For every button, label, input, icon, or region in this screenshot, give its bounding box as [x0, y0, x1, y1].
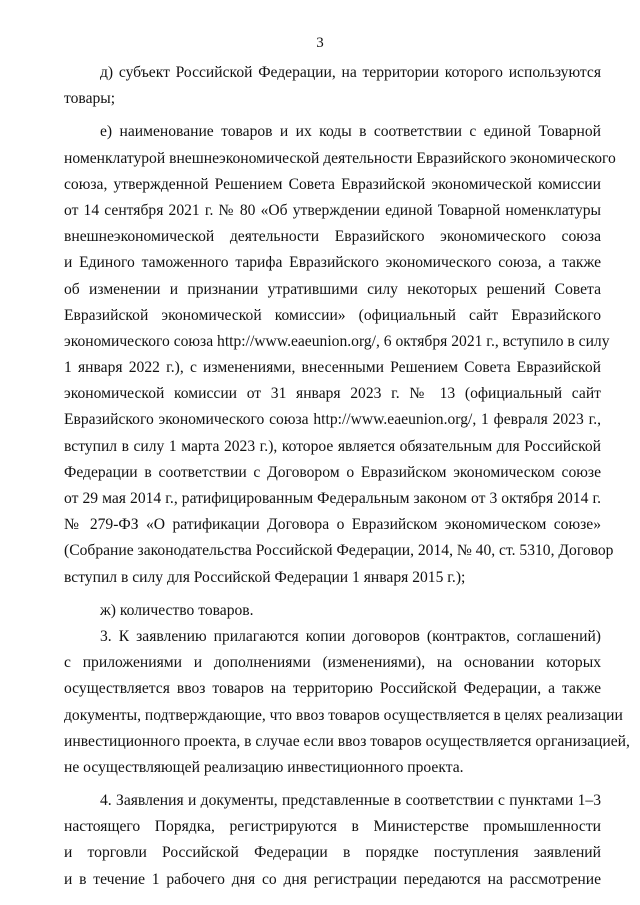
text-line: 4. Заявления и документы, представленные в соответствии с пунктами 1–3 — [100, 792, 601, 810]
text-line: осуществляется ввоз товаров на территорию Российской Федерации, а также — [64, 680, 601, 698]
text-line: союза, утвержденной Решением Совета Евразийской экономической комиссии — [64, 175, 601, 193]
text-line: об изменении и признании утратившими силу некоторых решений Совета — [64, 280, 601, 298]
text-line: и в течение 1 рабочего дня со дня регистрации передаются на рассмотрение — [64, 870, 601, 888]
text-line: Федерации в соответствии с Договором о Евразийском экономическом союзе — [64, 463, 601, 481]
text-line: внешнеэкономической деятельности Евразийского экономического союза — [64, 228, 601, 246]
text-line: 1 января 2022 г.), с изменениями, внесенными Решением Совета Евразийской — [64, 359, 601, 377]
text-line: от 29 мая 2014 г., ратифицированным Федеральным законом от 3 октября 2014 г. — [64, 490, 601, 507]
text-line: и торговли Российской Федерации в порядке поступления заявлений — [64, 844, 601, 862]
text-line: Евразийской экономической комиссии» (официальный сайт Евразийского — [64, 306, 601, 324]
text-line: инвестиционного проекта, в случае если ввоз товаров осуществляется организацией, — [64, 732, 630, 750]
text-line: 3. К заявлению прилагаются копии договоров (контрактов, соглашений) — [100, 627, 601, 645]
text-line: № 279-ФЗ «О ратификации Договора о Евразийском экономическом союзе» — [64, 516, 601, 534]
text-line: не осуществляющей реализацию инвестиционного проекта. — [64, 758, 464, 776]
text-line: Евразийского экономического союза http://www.eaeunion.org/, 1 февраля 2023 г., — [64, 411, 601, 429]
text-line: (Собрание законодательства Российской Федерации, 2014, № 40, ст. 5310, Договор — [64, 542, 614, 560]
document-body — [64, 60, 630, 893]
text-line: документы, подтверждающие, что ввоз товаров осуществляется в целях реализации — [64, 706, 623, 724]
text-line: вступил в силу для Российской Федерации 1 января 2015 г.); — [64, 568, 466, 586]
text-line: е) наименование товаров и их коды в соответствии с единой Товарной — [100, 123, 601, 141]
text-line: ж) количество товаров. — [100, 601, 254, 619]
text-line: номенклатурой внешнеэкономической деятельности Евразийского экономического — [64, 149, 616, 167]
paragraph-gap — [64, 591, 601, 598]
text-line: с приложениями и дополнениями (изменениями), на основании которых — [64, 654, 601, 672]
text-line: экономической комиссии от 31 января 2023 г. № 13 (официальный сайт — [64, 385, 601, 403]
text-line: д) субъект Российской Федерации, на территории которого используются — [100, 64, 601, 81]
page-number: 3 — [316, 35, 324, 51]
text-line: вступил в силу 1 марта 2023 г.), которое является обязательным для Российской — [64, 437, 601, 455]
paragraph-gap — [64, 781, 601, 788]
text-line: от 14 сентября 2021 г. № 80 «Об утверждении единой Товарной номенклатуры — [64, 201, 601, 219]
text-line: и Единого таможенного тарифа Евразийского экономического союза, а также — [64, 254, 601, 272]
text-line: экономического союза http://www.eaeunion.org/, 6 октября 2021 г., вступило в силу — [64, 332, 610, 350]
text-line: товары; — [64, 90, 116, 108]
paragraph-gap — [64, 112, 601, 119]
text-line: настоящего Порядка, регистрируются в Министерстве промышленности — [64, 818, 601, 836]
